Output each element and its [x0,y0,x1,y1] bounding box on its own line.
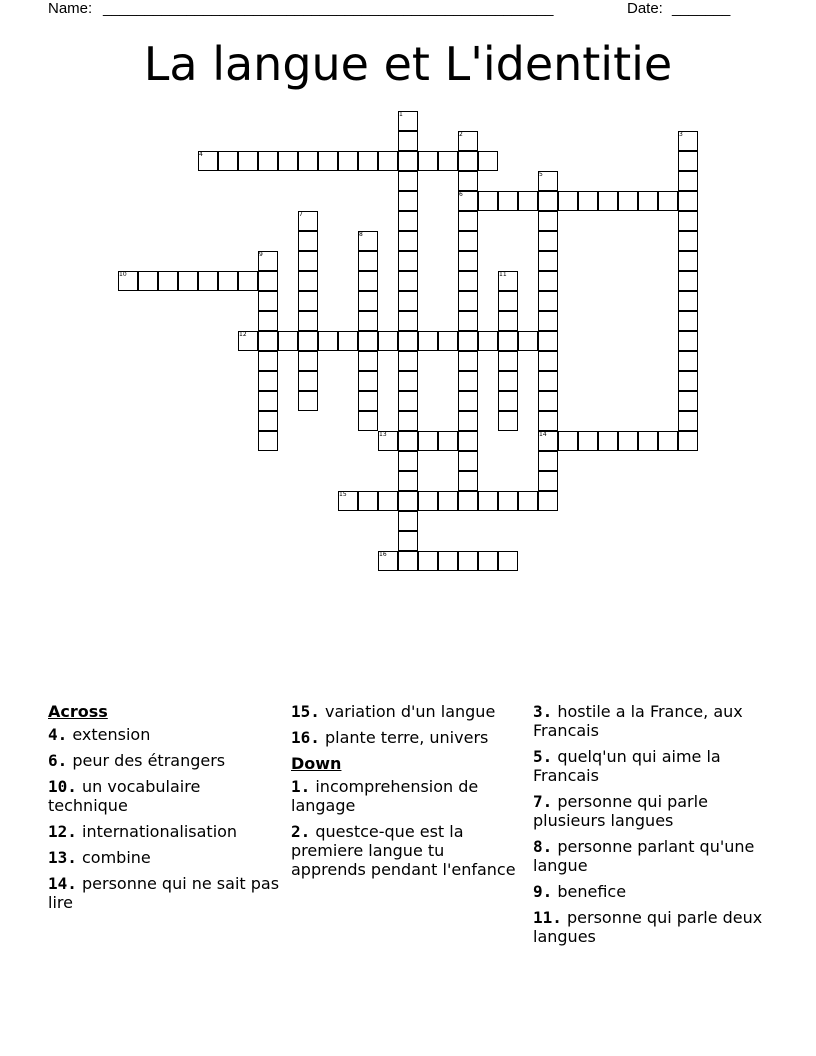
grid-cell[interactable] [538,311,558,331]
grid-cell[interactable] [398,291,418,311]
clue-number: 9 [259,251,263,258]
down-clue-list [291,777,523,879]
grid-cell[interactable] [398,511,418,531]
clue-text: variation d'un langue [319,702,496,721]
grid-cell[interactable] [658,191,678,211]
clue-text: combine [76,848,151,867]
grid-cell[interactable] [398,471,418,491]
clue-number: 10 [119,271,127,278]
grid-cell[interactable] [238,271,258,291]
grid-cell[interactable] [178,271,198,291]
clue-number: 8 [359,231,363,238]
grid-cell[interactable] [458,211,478,231]
grid-cell[interactable] [398,531,418,551]
grid-cell[interactable] [398,211,418,231]
grid-cell[interactable] [438,491,458,511]
grid-cell[interactable] [358,351,378,371]
clue-item [48,874,280,912]
grid-cell[interactable] [538,251,558,271]
grid-cell[interactable] [638,431,658,451]
grid-cell[interactable] [258,331,278,351]
grid-cell[interactable] [498,331,518,351]
grid-cell[interactable] [678,391,698,411]
grid-cell[interactable] [458,471,478,491]
clue-number: 6 [459,191,463,198]
grid-cell[interactable] [298,371,318,391]
down-clue-list-continued [533,702,765,946]
clue-text: personne qui parle deux langues [533,908,763,946]
clue-text: personne parlant qu'une langue [533,837,755,875]
grid-cell[interactable] [598,191,618,211]
across-clue-list-continued [291,702,523,747]
name-label: Name: [48,0,93,17]
clue-item [291,702,523,721]
grid-cell[interactable] [418,431,438,451]
grid-cell[interactable] [518,191,538,211]
grid-cell[interactable] [658,431,678,451]
clue-number-label: 8. [533,837,553,856]
grid-cell[interactable] [258,351,278,371]
grid-cell[interactable] [398,331,418,351]
clue-number: 16 [379,551,387,558]
grid-cell[interactable] [438,151,458,171]
clue-item [533,792,765,830]
clue-item [48,751,280,770]
clue-number-label: 1. [291,777,311,796]
grid-cell[interactable] [478,331,498,351]
grid-cell[interactable] [358,391,378,411]
clue-number-label: 15. [291,702,320,721]
grid-cell[interactable] [458,171,478,191]
grid-cell[interactable] [298,351,318,371]
clue-number-label: 5. [533,747,553,766]
grid-cell[interactable] [678,431,698,451]
grid-cell[interactable] [258,311,278,331]
grid-cell[interactable] [298,151,318,171]
grid-cell[interactable] [578,191,598,211]
grid-cell[interactable] [258,411,278,431]
clue-number: 1 [399,111,403,118]
clue-number-label: 14. [48,874,77,893]
grid-cell[interactable] [598,431,618,451]
grid-cell[interactable] [458,151,478,171]
grid-cell[interactable] [518,331,538,351]
clue-number-label: 11. [533,908,562,927]
clues-column-2 [291,702,523,886]
grid-cell[interactable] [498,551,518,571]
grid-cell[interactable] [298,271,318,291]
grid-cell[interactable] [358,271,378,291]
grid-cell[interactable] [358,331,378,351]
grid-cell[interactable] [418,151,438,171]
grid-cell[interactable] [538,291,558,311]
grid-cell[interactable] [678,371,698,391]
grid-cell[interactable] [498,291,518,311]
grid-cell[interactable] [618,191,638,211]
grid-cell[interactable] [258,391,278,411]
grid-cell[interactable] [138,271,158,291]
grid-cell[interactable] [218,151,238,171]
grid-cell[interactable] [678,311,698,331]
grid-cell[interactable] [498,191,518,211]
grid-cell[interactable] [678,291,698,311]
grid-cell[interactable] [378,491,398,511]
clue-number: 12 [239,331,247,338]
clue-item [291,822,523,879]
grid-cell[interactable] [538,331,558,351]
grid-cell[interactable] [298,311,318,331]
grid-cell[interactable] [158,271,178,291]
grid-cell[interactable] [478,491,498,511]
grid-cell[interactable] [678,191,698,211]
grid-cell[interactable] [538,211,558,231]
grid-cell[interactable] [538,471,558,491]
grid-cell[interactable] [458,551,478,571]
date-line[interactable]: _______ [672,0,731,17]
grid-cell[interactable] [398,251,418,271]
clue-item [533,837,765,875]
across-heading: Across [48,702,108,721]
grid-cell[interactable] [298,231,318,251]
clue-text: extension [67,725,151,744]
grid-cell[interactable] [558,431,578,451]
grid-cell[interactable] [398,271,418,291]
grid-cell[interactable] [418,331,438,351]
clues-column-3 [533,702,765,953]
grid-cell[interactable] [258,291,278,311]
grid-cell[interactable] [498,411,518,431]
grid-cell[interactable] [478,191,498,211]
clue-number-label: 3. [533,702,553,721]
clue-text: questce-que est la premiere langue tu apprends pendant l'enfance [291,822,516,879]
clue-item [533,908,765,946]
clue-number: 11 [499,271,507,278]
grid-cell[interactable] [378,151,398,171]
clue-item [48,848,280,867]
date-label: Date: [627,0,663,17]
grid-cell[interactable] [358,491,378,511]
grid-cell[interactable] [398,231,418,251]
grid-cell[interactable] [258,151,278,171]
clues-column-1 [48,702,280,919]
grid-cell[interactable] [498,491,518,511]
grid-cell[interactable] [398,151,418,171]
grid-cell[interactable] [298,291,318,311]
grid-cell[interactable] [398,311,418,331]
clue-number: 14 [539,431,547,438]
grid-cell[interactable] [338,331,358,351]
grid-cell[interactable] [678,351,698,371]
grid-cell[interactable] [458,491,478,511]
grid-cell[interactable] [398,351,418,371]
grid-cell[interactable] [678,411,698,431]
clue-number: 15 [339,491,347,498]
clue-number: 4 [199,151,203,158]
grid-cell[interactable] [538,491,558,511]
down-heading: Down [291,754,342,773]
grid-cell[interactable] [458,351,478,371]
grid-cell[interactable] [498,311,518,331]
grid-cell[interactable] [678,211,698,231]
grid-cell[interactable] [358,411,378,431]
clue-number: 5 [539,171,543,178]
grid-cell[interactable] [458,271,478,291]
clue-text: incomprehension de langage [291,777,479,815]
grid-cell[interactable] [398,391,418,411]
clue-text: quelq'un qui aime la Francais [533,747,721,785]
grid-cell[interactable] [398,491,418,511]
grid-cell[interactable] [678,231,698,251]
grid-cell[interactable] [618,431,638,451]
grid-cell[interactable] [338,151,358,171]
grid-cell[interactable] [538,391,558,411]
clue-number-label: 16. [291,728,320,747]
grid-cell[interactable] [398,191,418,211]
grid-cell[interactable] [238,151,258,171]
clue-number: 3 [679,131,683,138]
grid-cell[interactable] [398,451,418,471]
grid-cell[interactable] [218,271,238,291]
grid-cell[interactable] [678,251,698,271]
grid-cell[interactable] [538,191,558,211]
grid-cell[interactable] [478,551,498,571]
grid-cell[interactable] [678,171,698,191]
grid-cell[interactable] [678,271,698,291]
grid-cell[interactable] [398,131,418,151]
grid-cell[interactable] [358,151,378,171]
grid-cell[interactable] [438,331,458,351]
clue-number: 7 [299,211,303,218]
name-line[interactable]: ______________________________________________________ [103,0,554,17]
clue-number-label: 10. [48,777,77,796]
clue-number-label: 9. [533,882,553,901]
grid-cell[interactable] [478,151,498,171]
grid-cell[interactable] [578,431,598,451]
clue-item [533,702,765,740]
grid-cell[interactable] [298,331,318,351]
clue-text: benefice [552,882,627,901]
clue-item [48,822,280,841]
grid-cell[interactable] [458,371,478,391]
clue-text: personne qui parle plusieurs langues [533,792,708,830]
grid-cell[interactable] [438,431,458,451]
grid-cell[interactable] [298,391,318,411]
grid-cell[interactable] [538,411,558,431]
grid-cell[interactable] [358,291,378,311]
clue-item [291,777,523,815]
grid-cell[interactable] [358,311,378,331]
grid-cell[interactable] [418,491,438,511]
grid-cell[interactable] [458,311,478,331]
grid-cell[interactable] [538,231,558,251]
clue-text: plante terre, univers [319,728,489,747]
clue-number-label: 12. [48,822,77,841]
grid-cell[interactable] [198,271,218,291]
grid-cell[interactable] [398,411,418,431]
puzzle-title: La langue et L'identitie [143,37,673,91]
grid-cell[interactable] [538,451,558,471]
grid-cell[interactable] [458,391,478,411]
grid-cell[interactable] [538,351,558,371]
clue-item [533,747,765,785]
grid-cell[interactable] [678,331,698,351]
grid-cell[interactable] [458,251,478,271]
grid-cell[interactable] [358,251,378,271]
clue-text: hostile a la France, aux Francais [533,702,743,740]
grid-cell[interactable] [398,171,418,191]
clue-text: un vocabulaire technique [48,777,201,815]
grid-cell[interactable] [458,451,478,471]
grid-cell[interactable] [498,371,518,391]
clue-text: peur des étrangers [67,751,226,770]
grid-cell[interactable] [418,551,438,571]
clue-item [48,725,280,744]
grid-cell[interactable] [498,351,518,371]
grid-cell[interactable] [318,151,338,171]
across-clue-list [48,725,280,912]
grid-cell[interactable] [258,431,278,451]
grid-cell[interactable] [278,151,298,171]
grid-cell[interactable] [498,391,518,411]
grid-cell[interactable] [398,431,418,451]
grid-cell[interactable] [458,331,478,351]
grid-cell[interactable] [538,371,558,391]
clue-number-label: 2. [291,822,311,841]
grid-cell[interactable] [558,191,578,211]
grid-cell[interactable] [258,371,278,391]
clue-item [533,882,765,901]
grid-cell[interactable] [398,551,418,571]
clue-item [291,728,523,747]
clue-number-label: 7. [533,792,553,811]
grid-cell[interactable] [358,371,378,391]
grid-cell[interactable] [378,331,398,351]
clue-number: 2 [459,131,463,138]
grid-cell[interactable] [638,191,658,211]
clue-item [48,777,280,815]
clue-text: internationalisation [76,822,238,841]
clue-number-label: 4. [48,725,68,744]
clue-number-label: 13. [48,848,77,867]
clue-text: personne qui ne sait pas lire [48,874,280,912]
grid-cell[interactable] [278,331,298,351]
clue-number-label: 6. [48,751,68,770]
grid-cell[interactable] [458,231,478,251]
grid-cell[interactable] [678,151,698,171]
grid-cell[interactable] [438,551,458,571]
grid-cell[interactable] [318,331,338,351]
grid-cell[interactable] [518,491,538,511]
grid-cell[interactable] [398,371,418,391]
grid-cell[interactable] [298,251,318,271]
grid-cell[interactable] [538,271,558,291]
grid-cell[interactable] [258,271,278,291]
grid-cell[interactable] [458,291,478,311]
grid-cell[interactable] [458,411,478,431]
grid-cell[interactable] [458,431,478,451]
clue-number: 13 [379,431,387,438]
